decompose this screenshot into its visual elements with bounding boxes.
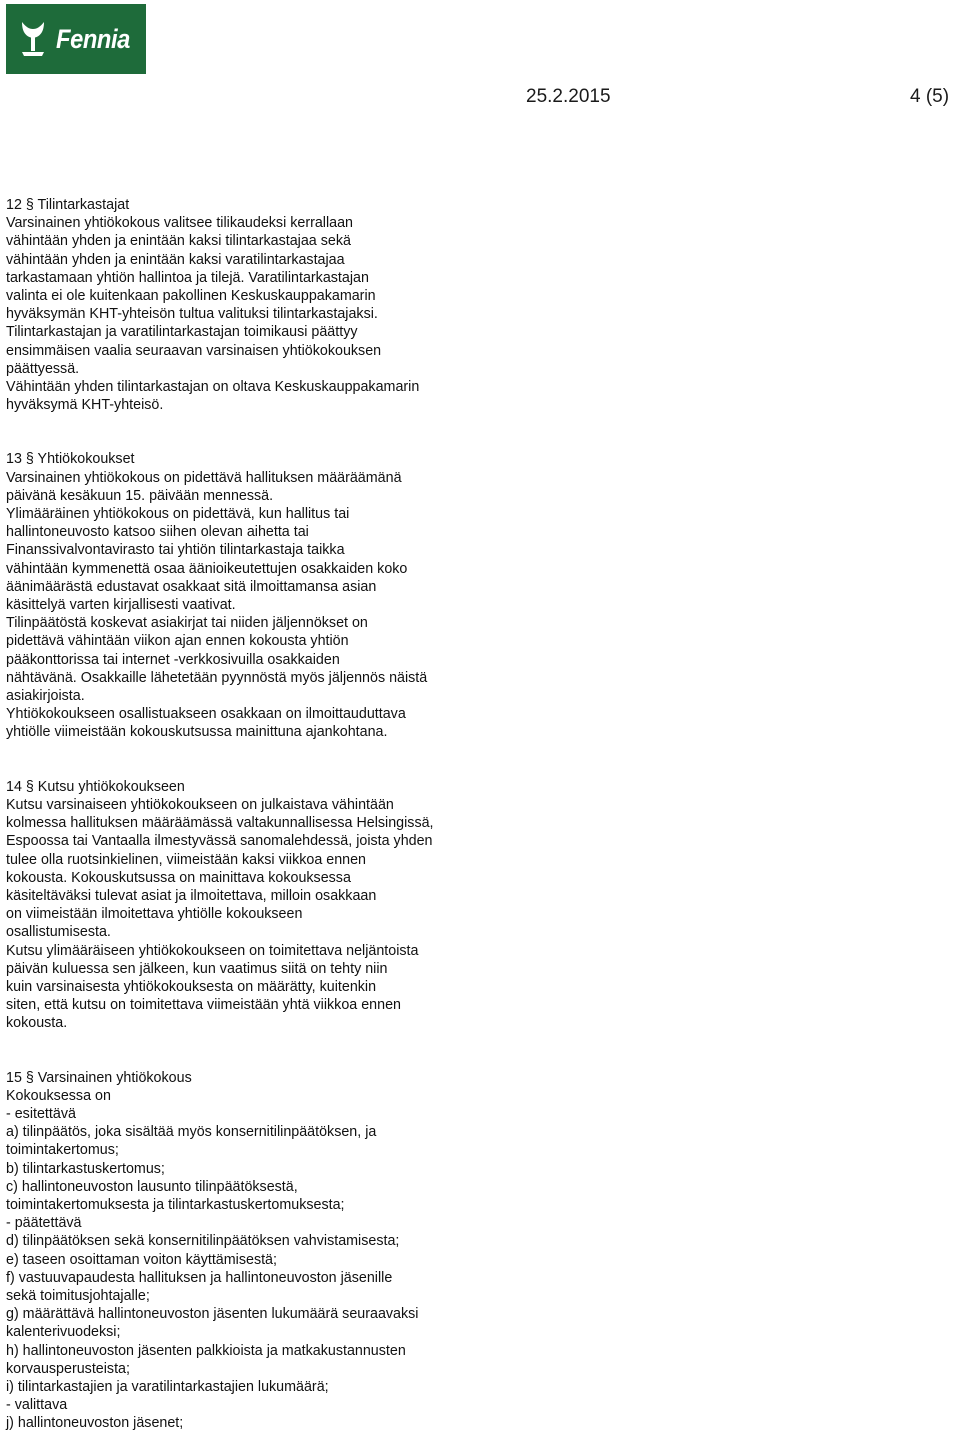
section-heading: 15 § Varsinainen yhtiökokous (6, 1069, 192, 1086)
logo-text: Fennia (56, 24, 130, 54)
tulip-icon (16, 18, 50, 58)
paragraph-line: Espoossa tai Vantaalla ilmestyvässä sanomalehdessä, joista yhden (6, 833, 433, 850)
paragraph-line: äänimäärästä edustavat osakkaat sitä ilmoittamansa asian (6, 578, 377, 595)
section-heading: 14 § Kutsu yhtiökokoukseen (6, 778, 185, 795)
paragraph-line: toimintakertomuksesta ja tilintarkastuskertomuksesta; (6, 1196, 345, 1213)
paragraph-line: nähtävänä. Osakkaille lähetetään pyynnöstä myös jäljennös näistä (6, 669, 428, 686)
document-date: 25.2.2015 (526, 86, 611, 107)
page-number: 4 (5) (910, 86, 950, 107)
document-body (6, 196, 496, 1433)
paragraph-line: Kokouksessa on (6, 1087, 111, 1104)
paragraph-line: Vähintään yhden tilintarkastajan on oltava Keskuskauppakamarin (6, 379, 420, 396)
paragraph-line: päivänä kesäkuun 15. päivään mennessä. (6, 487, 274, 504)
paragraph-line: pääkonttorissa tai internet -verkkosivuilla osakkaiden (6, 651, 340, 668)
paragraph-line: kolmessa hallituksen määräämässä valtakunnallisessa Helsingissä, (6, 815, 434, 832)
section-14-meeting-invitation (6, 778, 496, 1033)
paragraph-line: korvausperusteista; (6, 1360, 130, 1377)
paragraph-line: sekä toimitusjohtajalle; (6, 1287, 150, 1304)
paragraph-line: j) hallintoneuvoston jäsenet; (6, 1415, 184, 1432)
paragraph-line: e) taseen osoittaman voiton käyttämisestä; (6, 1251, 277, 1268)
section-heading: 12 § Tilintarkastajat (6, 197, 130, 213)
paragraph-line: a) tilinpäätös, joka sisältää myös konsernitilinpäätöksen, ja (6, 1124, 377, 1141)
paragraph-line: pidettävä vähintään viikon ajan ennen kokousta yhtiön (6, 633, 349, 650)
paragraph-line: d) tilinpäätöksen sekä konsernitilinpäätöksen vahvistamisesta; (6, 1233, 400, 1250)
paragraph-line: tulee olla ruotsinkielinen, viimeistään kaksi viikkoa ennen (6, 851, 366, 868)
section-15-annual-general-meeting (6, 1069, 496, 1433)
section-13-general-meetings (6, 450, 496, 741)
paragraph-line: Kutsu ylimääräiseen yhtiökokoukseen on toimitettava neljäntoista (6, 942, 419, 959)
paragraph-line: f) vastuuvapaudesta hallituksen ja hallintoneuvoston jäsenille (6, 1269, 393, 1286)
paragraph-line: kuin varsinaisesta yhtiökokouksesta on määrätty, kuitenkin (6, 978, 377, 995)
section-heading: 13 § Yhtiökokoukset (6, 451, 135, 468)
paragraph-line: - päätettävä (6, 1215, 82, 1232)
section-12-auditors (6, 196, 496, 414)
paragraph-line: osallistumisesta. (6, 924, 111, 941)
paragraph-line: valinta ei ole kuitenkaan pakollinen Keskuskauppakamarin (6, 288, 376, 305)
paragraph-line: kokousta. (6, 1015, 68, 1032)
paragraph-line: i) tilintarkastajien ja varatilintarkastajien lukumäärä; (6, 1378, 329, 1395)
paragraph-line: yhtiölle viimeistään kokouskutsussa mainittuna ajankohtana. (6, 724, 388, 741)
paragraph-line: toimintakertomus; (6, 1142, 119, 1159)
paragraph-line: tarkastamaan yhtiön hallintoa ja tilejä. Varatilintarkastajan (6, 269, 369, 286)
paragraph-line: Varsinainen yhtiökokous on pidettävä hallituksen määräämänä (6, 469, 402, 486)
paragraph-line: Varsinainen yhtiökokous valitsee tilikaudeksi kerrallaan (6, 215, 354, 232)
paragraph-line: Tilintarkastajan ja varatilintarkastajan toimikausi päättyy (6, 324, 358, 341)
paragraph-line: Ylimääräinen yhtiökokous on pidettävä, kun hallitus tai (6, 506, 350, 523)
paragraph-line: käsiteltäväksi tulevat asiat ja ilmoitettava, milloin osakkaan (6, 887, 377, 904)
paragraph-line: Yhtiökokoukseen osallistuakseen osakkaan on ilmoittauduttava (6, 706, 406, 723)
paragraph-line: - esitettävä (6, 1105, 76, 1122)
paragraph-line: Finanssivalvontavirasto tai yhtiön tilintarkastaja taikka (6, 542, 345, 559)
paragraph-line: hyväksymä KHT-yhteisö. (6, 397, 164, 414)
paragraph-line: on viimeistään ilmoitettava yhtiölle kokoukseen (6, 906, 303, 923)
paragraph-line: c) hallintoneuvoston lausunto tilinpäätöksestä, (6, 1178, 298, 1195)
paragraph-line: hyväksymän KHT-yhteisön tultua valituksi tilintarkastajaksi. (6, 306, 378, 323)
paragraph-line: g) määrättävä hallintoneuvoston jäsenten lukumäärä seuraavaksi (6, 1306, 419, 1323)
paragraph-line: päättyessä. (6, 360, 80, 377)
paragraph-line: Kutsu varsinaiseen yhtiökokoukseen on julkaistava vähintään (6, 796, 394, 813)
fennia-logo (6, 4, 146, 74)
paragraph-line: vähintään yhden ja enintään kaksi tilintarkastajaa sekä (6, 233, 351, 250)
paragraph-line: siten, että kutsu on toimitettava viimeistään yhtä viikkoa ennen (6, 997, 401, 1014)
paragraph-line: asiakirjoista. (6, 688, 85, 705)
paragraph-line: - valittava (6, 1397, 68, 1414)
paragraph-line: vähintään kymmenettä osaa äänioikeutettujen osakkaiden koko (6, 560, 408, 577)
paragraph-line: päivän kuluessa sen jälkeen, kun vaatimus siitä on tehty niin (6, 960, 388, 977)
paragraph-line: kokousta. Kokouskutsussa on mainittava kokouksessa (6, 869, 351, 886)
paragraph-line: b) tilintarkastuskertomus; (6, 1160, 165, 1177)
paragraph-line: kalenterivuodeksi; (6, 1324, 121, 1341)
paragraph-line: ensimmäisen vaalia seuraavan varsinaisen yhtiökokouksen (6, 342, 382, 359)
paragraph-line: Tilinpäätöstä koskevat asiakirjat tai niiden jäljennökset on (6, 615, 368, 632)
paragraph-line: vähintään yhden ja enintään kaksi varatilintarkastajaa (6, 251, 345, 268)
paragraph-line: h) hallintoneuvoston jäsenten palkkioista ja matkakustannusten (6, 1342, 406, 1359)
paragraph-line: käsittelyä varten kirjallisesti vaativat. (6, 597, 236, 614)
paragraph-line: hallintoneuvosto katsoo siihen olevan aihetta tai (6, 524, 309, 541)
